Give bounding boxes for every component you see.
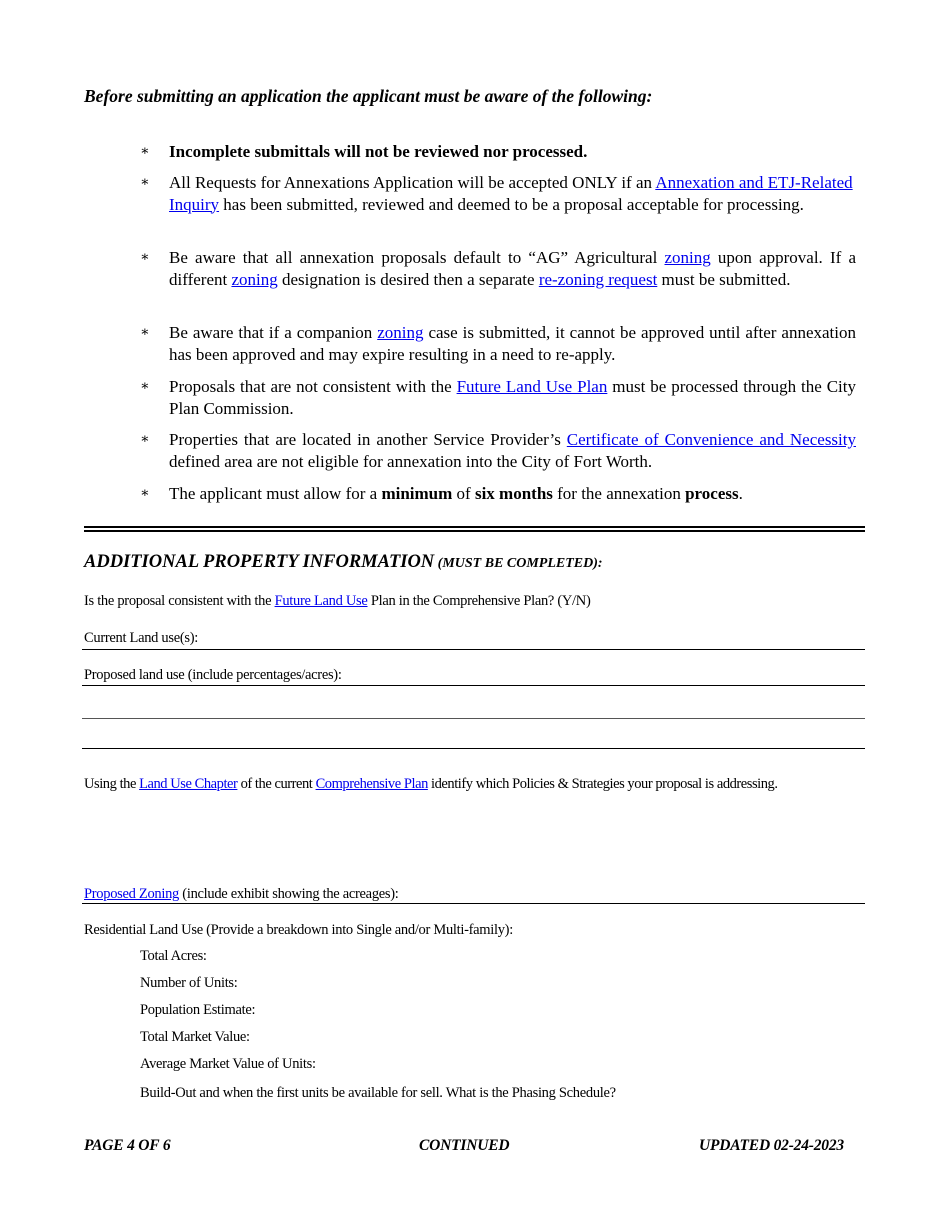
footer-updated-date: UPDATED 02-24-2023	[699, 1137, 844, 1154]
ccn-link[interactable]: Certificate of Convenience and Necessity	[566, 430, 856, 449]
proposed-zoning-field[interactable]	[82, 903, 865, 904]
text-span: must be submitted.	[657, 269, 791, 289]
bullet-marker: ∗	[140, 325, 150, 340]
bullet-text	[169, 172, 856, 215]
text-span: designation is desired then a separate	[277, 269, 539, 289]
proposed-land-use-field-line-2[interactable]	[82, 718, 865, 719]
bullet-marker: ∗	[140, 175, 150, 190]
future-land-use-plan-link[interactable]: Future Land Use Plan	[456, 377, 608, 396]
text-span: must be processed through the City Plan Commission.	[169, 377, 856, 418]
footer-page-number: PAGE 4 OF 6	[84, 1137, 171, 1154]
text-span: The applicant must allow for a	[169, 484, 382, 503]
bullet-annexation-inquiry	[140, 172, 856, 215]
current-land-use-label: Current Land use(s):	[84, 630, 198, 646]
bold-span: process	[685, 484, 739, 503]
average-market-value-label: Average Market Value of Units:	[140, 1056, 316, 1072]
bullet-incomplete-submittals	[140, 141, 856, 163]
text-span: Is the proposal consistent with the	[84, 593, 275, 609]
bullet-text	[169, 429, 856, 472]
section-divider	[84, 526, 865, 532]
text-span: All Requests for Annexations Application will be accepted ONLY if an	[169, 173, 656, 192]
text-span: case is submitted, it cannot be approved until after annexation has been approved and may expire resulting in a need to re-apply.	[169, 323, 856, 364]
proposed-land-use-field[interactable]	[82, 685, 865, 686]
total-acres-label: Total Acres:	[140, 948, 207, 964]
text-span: of the current	[237, 776, 316, 792]
land-use-chapter-link[interactable]: Land Use Chapter	[139, 776, 238, 792]
current-land-use-field[interactable]	[82, 649, 865, 650]
bullet-text	[169, 483, 856, 505]
bullet-ccn-area	[140, 429, 856, 472]
section-title	[84, 552, 603, 573]
number-of-units-label: Number of Units:	[140, 975, 238, 991]
comprehensive-plan-link[interactable]: Comprehensive Plan	[315, 776, 428, 792]
text-span: Proposals that are not consistent with the	[169, 377, 457, 396]
bullet-future-land-use	[140, 376, 856, 419]
question-flu-consistency	[84, 593, 591, 610]
text-span: upon approval. If a different	[169, 248, 856, 289]
text-span: Plan in the Comprehensive Plan? (Y/N)	[367, 593, 591, 609]
bullet-marker: ∗	[140, 250, 150, 265]
text-span: for the annexation	[552, 484, 686, 503]
future-land-use-link[interactable]: Future Land Use	[274, 593, 368, 609]
proposed-zoning-label	[84, 886, 399, 903]
bullet-text	[169, 322, 856, 365]
zoning-link[interactable]: zoning	[664, 248, 711, 267]
text-span: identify which Policies & Strategies your proposal is addressing.	[427, 776, 778, 792]
footer-continued: CONTINUED	[419, 1137, 510, 1154]
total-market-value-label: Total Market Value:	[140, 1029, 250, 1045]
text-span: Be aware that all annexation proposals default to “AG” Agricultural	[169, 248, 665, 267]
proposed-land-use-label: Proposed land use (include percentages/acres):	[84, 667, 342, 683]
bullet-text: Incomplete submittals will not be reviewed nor processed.	[169, 142, 588, 161]
text-span: Be aware that if a companion	[169, 323, 378, 342]
policies-question	[84, 776, 778, 793]
rezoning-request-link[interactable]: re-zoning request	[538, 269, 658, 289]
bullet-text	[169, 376, 856, 419]
bold-span: minimum	[381, 484, 453, 503]
text-span: (include exhibit showing the acreages):	[178, 886, 399, 902]
intro-heading: Before submitting an application the applicant must be aware of the following:	[84, 86, 653, 106]
zoning-link[interactable]: zoning	[377, 323, 424, 342]
proposed-land-use-field-line-3[interactable]	[82, 748, 865, 749]
bold-span: six months	[474, 484, 553, 503]
section-subtitle: (MUST BE COMPLETED):	[434, 556, 603, 571]
bullet-default-zoning	[140, 247, 856, 290]
zoning-link[interactable]: zoning	[231, 269, 278, 289]
text-span: Using the	[84, 776, 140, 792]
population-estimate-label: Population Estimate:	[140, 1002, 256, 1018]
section-title-text: ADDITIONAL PROPERTY INFORMATION	[84, 552, 435, 572]
proposed-zoning-link[interactable]: Proposed Zoning	[84, 886, 179, 902]
bullet-marker: ∗	[140, 379, 150, 394]
bullet-marker: ∗	[140, 432, 150, 447]
text-span: of	[452, 484, 475, 503]
bullet-text	[169, 247, 856, 290]
bullet-companion-zoning	[140, 322, 856, 365]
buildout-phasing-label: Build-Out and when the first units be available for sell. What is the Phasing Schedule?	[140, 1085, 616, 1101]
annexation-inquiry-link[interactable]: Annexation and ETJ-Related Inquiry	[169, 173, 853, 214]
bullet-marker: ∗	[140, 144, 150, 159]
text-span: Properties that are located in another Service Provider’s	[169, 430, 567, 449]
residential-land-use-label: Residential Land Use (Provide a breakdown into Single and/or Multi-family):	[84, 922, 513, 938]
text-span: has been submitted, reviewed and deemed to be a proposal acceptable for processing.	[219, 194, 804, 214]
text-span: defined area are not eligible for annexation into the City of Fort Worth.	[169, 451, 653, 471]
bullet-six-months	[140, 483, 856, 505]
text-span: .	[738, 484, 743, 503]
bullet-marker: ∗	[140, 486, 150, 501]
